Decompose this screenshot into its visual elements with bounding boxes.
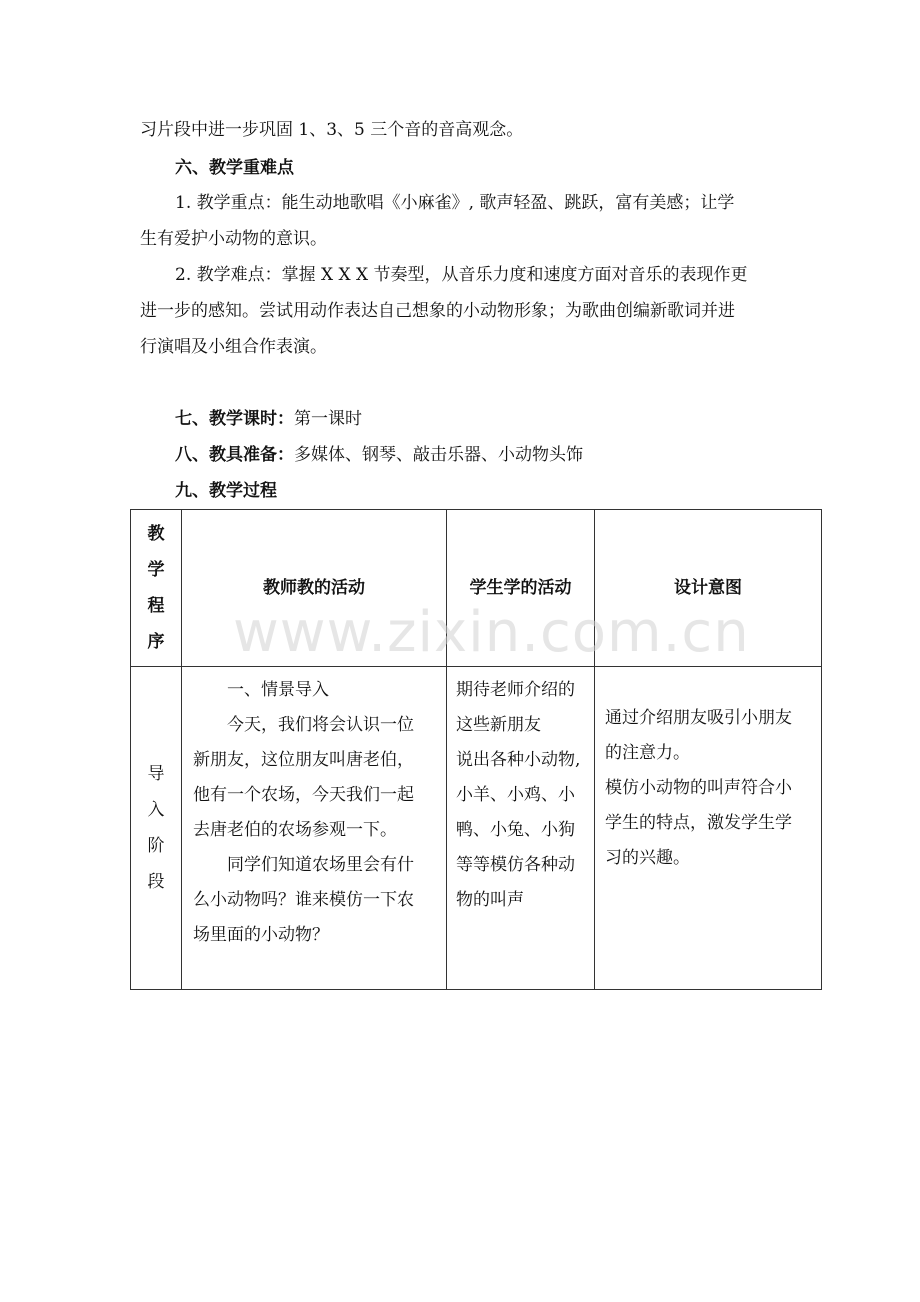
section-heading-9: 九、教学过程: [175, 481, 277, 501]
section-8: [175, 443, 583, 467]
teacher-activity-cell: [182, 667, 447, 990]
section-heading-7: 七、教学课时：: [175, 409, 294, 429]
section-heading-8: 八、教具准备：: [175, 445, 294, 465]
student-activity-line: 说出各种小动物,: [456, 750, 581, 770]
student-activity-line: 等等模仿各种动: [456, 855, 575, 875]
teacher-activity-line: 一、情景导入: [227, 680, 329, 700]
difficulty-line: 2. 教学难点：掌握 X X X 节奏型，从音乐力度和速度方面对音乐的表现作更: [175, 265, 748, 285]
teaching-process-table: [130, 509, 822, 990]
difficulty-line: 行演唱及小组合作表演。: [140, 337, 327, 357]
teacher-activity-line: 么小动物吗？谁来模仿一下农: [193, 890, 414, 910]
section-7: [175, 407, 362, 431]
teacher-activity-line: 去唐老伯的农场参观一下。: [193, 820, 397, 840]
header-teaching-procedure: 教 学 程 序: [131, 510, 182, 667]
header-student-activity: 学生学的活动: [447, 510, 595, 667]
student-activity-line: 鸭、小兔、小狗: [456, 820, 575, 840]
watermark: www.zixin.com.cn: [233, 600, 750, 665]
teacher-activity-line: 场里面的小动物？: [193, 925, 329, 945]
teacher-activity-line: 他有一个农场，今天我们一起: [193, 785, 414, 805]
design-intent-line: 的注意力。: [605, 743, 690, 763]
teacher-activity-line: 今天，我们将会认识一位: [227, 715, 414, 735]
header-design-intent: 设计意图: [595, 510, 822, 667]
paragraph-line: 习片段中进一步巩固 1、3、5 三个音的音高观念。: [140, 120, 524, 140]
key-point-line: 1. 教学重点：能生动地歌唱《小麻雀》, 歌声轻盈、跳跃，富有美感；让学: [175, 193, 735, 213]
student-activity-line: 小羊、小鸡、小: [456, 785, 575, 805]
section-heading-6: 六、教学重难点: [175, 158, 294, 178]
design-intent-line: 模仿小动物的叫声符合小: [605, 778, 792, 798]
difficulty-line: 进一步的感知。尝试用动作表达自己想象的小动物形象；为歌曲创编新歌词并进: [140, 301, 735, 321]
stage-label: 导 入 阶 段: [131, 667, 182, 990]
design-intent-line: 习的兴趣。: [605, 848, 690, 868]
student-activity-line: 这些新朋友: [456, 715, 541, 735]
lesson-period-value: 第一课时: [294, 409, 362, 429]
header-teacher-activity: 教师教的活动: [182, 510, 447, 667]
design-intent-line: 通过介绍朋友吸引小朋友: [605, 708, 792, 728]
teaching-aids-value: 多媒体、钢琴、敲击乐器、小动物头饰: [294, 445, 583, 465]
student-activity-cell: [447, 667, 595, 990]
table-row: [131, 667, 822, 990]
student-activity-line: 物的叫声: [456, 890, 524, 910]
teacher-activity-line: 同学们知道农场里会有什: [227, 855, 414, 875]
design-intent-line: 学生的特点，激发学生学: [605, 813, 792, 833]
student-activity-line: 期待老师介绍的: [456, 680, 575, 700]
teacher-activity-line: 新朋友，这位朋友叫唐老伯，: [193, 750, 414, 770]
key-point-line: 生有爱护小动物的意识。: [140, 229, 327, 249]
design-intent-cell: [595, 667, 822, 990]
